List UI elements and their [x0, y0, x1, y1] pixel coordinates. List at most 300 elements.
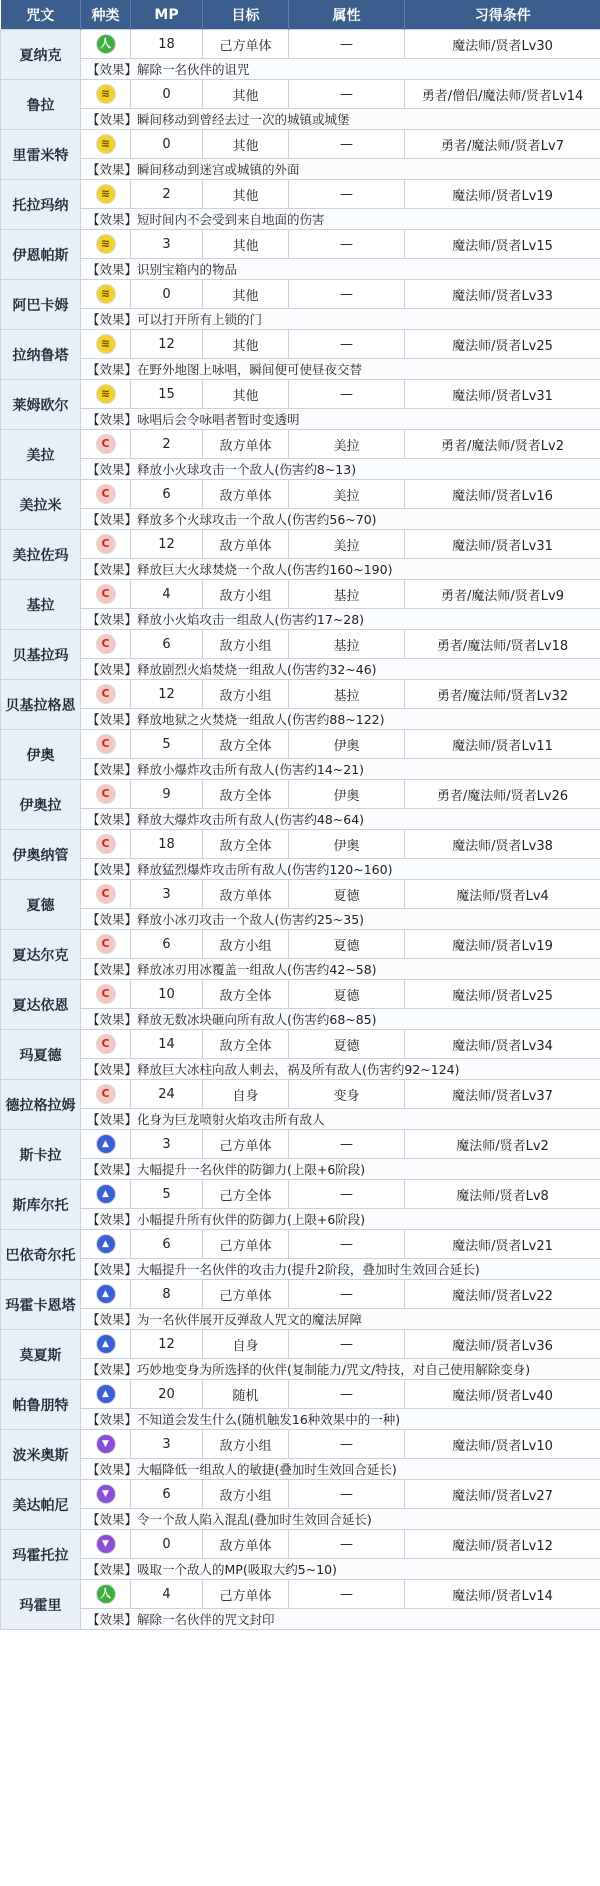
spell-effect-row	[1, 59, 600, 80]
spell-type-cell	[81, 80, 131, 109]
spell-effect: 【效果】释放地狱之火焚烧一组敌人(伤害约88~122)	[81, 709, 600, 730]
spell-mp: 12	[131, 330, 203, 359]
spell-target: 其他	[203, 280, 289, 309]
spell-name: 美拉	[1, 430, 81, 480]
spell-attribute: —	[289, 180, 405, 209]
spell-row	[1, 180, 600, 209]
spell-mp: 10	[131, 980, 203, 1009]
spell-target: 敌方小组	[203, 930, 289, 959]
spell-row	[1, 980, 600, 1009]
spell-mp: 12	[131, 680, 203, 709]
fire-icon	[97, 985, 115, 1003]
header-learn-condition: 习得条件	[405, 0, 600, 30]
spell-attribute: 基拉	[289, 580, 405, 609]
spell-effect: 【效果】化身为巨龙喷射火焰攻击所有敌人	[81, 1109, 600, 1130]
spell-mp: 12	[131, 1330, 203, 1359]
spell-target: 己方单体	[203, 1130, 289, 1159]
spell-effect: 【效果】瞬间移动到曾经去过一次的城镇或城堡	[81, 109, 600, 130]
spell-effect: 【效果】瞬间移动到迷宫或城镇的外面	[81, 159, 600, 180]
spell-name: 夏达尔克	[1, 930, 81, 980]
spell-target: 敌方单体	[203, 530, 289, 559]
spell-name: 斯库尔托	[1, 1180, 81, 1230]
spell-learn-condition: 魔法师/贤者Lv27	[405, 1480, 600, 1509]
buff-icon	[97, 1135, 115, 1153]
spell-type-cell	[81, 530, 131, 559]
spell-target: 己方单体	[203, 1280, 289, 1309]
spell-effect-row	[1, 909, 600, 930]
spell-mp: 12	[131, 530, 203, 559]
spell-row	[1, 130, 600, 159]
spell-attribute: 夏德	[289, 880, 405, 909]
spell-attribute: —	[289, 1530, 405, 1559]
spell-effect-row	[1, 109, 600, 130]
move-icon	[97, 385, 115, 403]
spell-name: 美拉佐玛	[1, 530, 81, 580]
spell-target: 己方单体	[203, 1230, 289, 1259]
spell-learn-condition: 魔法师/贤者Lv33	[405, 280, 600, 309]
fire-icon	[97, 635, 115, 653]
spell-row	[1, 930, 600, 959]
spell-effect-row	[1, 209, 600, 230]
spell-attribute: —	[289, 280, 405, 309]
spell-effect: 【效果】释放大爆炸攻击所有敌人(伤害约48~64)	[81, 809, 600, 830]
spell-name: 玛夏德	[1, 1030, 81, 1080]
spell-mp: 3	[131, 880, 203, 909]
spell-name: 夏德	[1, 880, 81, 930]
spell-name: 里雷米特	[1, 130, 81, 180]
spell-effect-row	[1, 409, 600, 430]
buff-icon	[97, 1185, 115, 1203]
spell-row	[1, 1430, 600, 1459]
spell-effect: 【效果】巧妙地变身为所选择的伙伴(复制能力/咒文/特技，对自己使用解除变身)	[81, 1359, 600, 1380]
fire-icon	[97, 835, 115, 853]
spell-effect-row	[1, 509, 600, 530]
spell-attribute: —	[289, 230, 405, 259]
spell-row	[1, 330, 600, 359]
spell-name: 美达帕尼	[1, 1480, 81, 1530]
spell-row	[1, 1230, 600, 1259]
spell-target: 敌方单体	[203, 1530, 289, 1559]
spell-type-cell	[81, 1230, 131, 1259]
spell-mp: 6	[131, 480, 203, 509]
spell-type-cell	[81, 430, 131, 459]
spell-target: 己方单体	[203, 30, 289, 59]
spell-effect: 【效果】释放小爆炸攻击所有敌人(伤害约14~21)	[81, 759, 600, 780]
spell-mp: 24	[131, 1080, 203, 1109]
spell-mp: 14	[131, 1030, 203, 1059]
spell-type-cell	[81, 1480, 131, 1509]
spell-effect-row	[1, 1509, 600, 1530]
spell-type-cell	[81, 1580, 131, 1609]
move-icon	[97, 335, 115, 353]
spell-name: 玛霍里	[1, 1580, 81, 1630]
spell-effect-row	[1, 359, 600, 380]
buff-icon	[97, 1285, 115, 1303]
fire-icon	[97, 735, 115, 753]
spell-type-cell	[81, 980, 131, 1009]
spell-target: 己方全体	[203, 1180, 289, 1209]
spell-learn-condition: 魔法师/贤者Lv15	[405, 230, 600, 259]
spell-row	[1, 30, 600, 59]
spell-row	[1, 430, 600, 459]
spell-target: 敌方小组	[203, 680, 289, 709]
spell-mp: 5	[131, 1180, 203, 1209]
spell-target: 敌方小组	[203, 1430, 289, 1459]
spell-target: 敌方单体	[203, 880, 289, 909]
spell-attribute: —	[289, 80, 405, 109]
spell-type-cell	[81, 380, 131, 409]
spell-type-cell	[81, 780, 131, 809]
spell-learn-condition: 魔法师/贤者Lv25	[405, 330, 600, 359]
spell-name: 帕鲁朋特	[1, 1380, 81, 1430]
spell-target: 敌方全体	[203, 730, 289, 759]
spell-mp: 18	[131, 30, 203, 59]
spell-attribute: —	[289, 1180, 405, 1209]
spell-effect-row	[1, 559, 600, 580]
spell-attribute: 夏德	[289, 1030, 405, 1059]
spell-attribute: —	[289, 1280, 405, 1309]
spell-attribute: —	[289, 330, 405, 359]
spell-target: 己方单体	[203, 1580, 289, 1609]
spell-target: 随机	[203, 1380, 289, 1409]
spell-target: 自身	[203, 1330, 289, 1359]
spell-effect-row	[1, 1609, 600, 1630]
spell-name: 德拉格拉姆	[1, 1080, 81, 1130]
spell-effect: 【效果】识别宝箱内的物品	[81, 259, 600, 280]
spell-name: 玛霍卡恩塔	[1, 1280, 81, 1330]
spell-row	[1, 480, 600, 509]
spell-attribute: 伊奥	[289, 780, 405, 809]
fire-icon	[97, 685, 115, 703]
spell-effect-row	[1, 759, 600, 780]
spell-row	[1, 580, 600, 609]
spell-name: 伊恩帕斯	[1, 230, 81, 280]
spell-effect-row	[1, 159, 600, 180]
spell-type-cell	[81, 1080, 131, 1109]
spell-target: 敌方全体	[203, 780, 289, 809]
spell-name: 夏纳克	[1, 30, 81, 80]
spell-effect: 【效果】释放小火焰攻击一组敌人(伤害约17~28)	[81, 609, 600, 630]
spell-name: 贝基拉玛	[1, 630, 81, 680]
spell-learn-condition: 魔法师/贤者Lv22	[405, 1280, 600, 1309]
fire-icon	[97, 585, 115, 603]
spell-effect-row	[1, 959, 600, 980]
spell-effect-row	[1, 1359, 600, 1380]
spell-learn-condition: 魔法师/贤者Lv19	[405, 180, 600, 209]
spell-effect-row	[1, 1059, 600, 1080]
move-icon	[97, 135, 115, 153]
spell-learn-condition: 魔法师/贤者Lv14	[405, 1580, 600, 1609]
spell-effect: 【效果】释放冰刃用冰覆盖一组敌人(伤害约42~58)	[81, 959, 600, 980]
spell-effect: 【效果】令一个敌人陷入混乱(叠加时生效回合延长)	[81, 1509, 600, 1530]
spell-row	[1, 1280, 600, 1309]
spell-name: 莱姆欧尔	[1, 380, 81, 430]
spell-mp: 3	[131, 1130, 203, 1159]
header-mp: MP	[131, 0, 203, 30]
spell-row	[1, 530, 600, 559]
spell-type-cell	[81, 730, 131, 759]
spell-row	[1, 830, 600, 859]
spell-type-cell	[81, 1380, 131, 1409]
spell-target: 敌方小组	[203, 580, 289, 609]
spell-effect: 【效果】在野外地图上咏唱，瞬间便可使昼夜交替	[81, 359, 600, 380]
spell-effect: 【效果】短时间内不会受到来自地面的伤害	[81, 209, 600, 230]
spell-mp: 6	[131, 1480, 203, 1509]
spell-mp: 0	[131, 1530, 203, 1559]
spell-mp: 15	[131, 380, 203, 409]
spell-name: 斯卡拉	[1, 1130, 81, 1180]
heal-icon	[97, 35, 115, 53]
spell-attribute: —	[289, 130, 405, 159]
spell-row	[1, 780, 600, 809]
spell-type-cell	[81, 180, 131, 209]
move-icon	[97, 85, 115, 103]
spell-row	[1, 1480, 600, 1509]
spell-row	[1, 230, 600, 259]
spell-row	[1, 1130, 600, 1159]
move-icon	[97, 235, 115, 253]
spell-name: 美拉米	[1, 480, 81, 530]
buff-icon	[97, 1235, 115, 1253]
spell-name: 伊奥纳管	[1, 830, 81, 880]
spell-attribute: —	[289, 380, 405, 409]
spell-learn-condition: 魔法师/贤者Lv21	[405, 1230, 600, 1259]
spell-effect: 【效果】大幅降低一组敌人的敏捷(叠加时生效回合延长)	[81, 1459, 600, 1480]
spell-learn-condition: 魔法师/贤者Lv8	[405, 1180, 600, 1209]
spell-attribute: 变身	[289, 1080, 405, 1109]
debuff-icon	[97, 1535, 115, 1553]
spell-effect-row	[1, 1459, 600, 1480]
spell-row	[1, 630, 600, 659]
spell-target: 其他	[203, 380, 289, 409]
spell-learn-condition: 勇者/魔法师/贤者Lv2	[405, 430, 600, 459]
spell-target: 其他	[203, 130, 289, 159]
spell-type-cell	[81, 930, 131, 959]
spell-effect: 【效果】可以打开所有上锁的门	[81, 309, 600, 330]
spell-learn-condition: 勇者/魔法师/贤者Lv32	[405, 680, 600, 709]
spell-effect: 【效果】释放无数冰块砸向所有敌人(伤害约68~85)	[81, 1009, 600, 1030]
spell-learn-condition: 魔法师/贤者Lv2	[405, 1130, 600, 1159]
spell-name: 夏达依恩	[1, 980, 81, 1030]
spell-name: 基拉	[1, 580, 81, 630]
fire-icon	[97, 785, 115, 803]
spell-mp: 0	[131, 130, 203, 159]
spell-effect-row	[1, 259, 600, 280]
spell-mp: 6	[131, 630, 203, 659]
spell-mp: 5	[131, 730, 203, 759]
spell-name: 鲁拉	[1, 80, 81, 130]
spell-list	[1, 30, 600, 1630]
spell-effect-row	[1, 709, 600, 730]
spell-type-cell	[81, 1330, 131, 1359]
spell-learn-condition: 魔法师/贤者Lv11	[405, 730, 600, 759]
spell-mp: 8	[131, 1280, 203, 1309]
spell-type-cell	[81, 480, 131, 509]
move-icon	[97, 185, 115, 203]
spell-learn-condition: 勇者/僧侣/魔法师/贤者Lv14	[405, 80, 600, 109]
header-attribute: 属性	[289, 0, 405, 30]
spell-learn-condition: 魔法师/贤者Lv10	[405, 1430, 600, 1459]
spell-effect: 【效果】解除一名伙伴的咒文封印	[81, 1609, 600, 1630]
header-type: 种类	[81, 0, 131, 30]
spell-effect-row	[1, 309, 600, 330]
spell-type-cell	[81, 1280, 131, 1309]
spell-learn-condition: 魔法师/贤者Lv34	[405, 1030, 600, 1059]
spell-target: 敌方小组	[203, 630, 289, 659]
spell-mp: 4	[131, 1580, 203, 1609]
spell-learn-condition: 魔法师/贤者Lv40	[405, 1380, 600, 1409]
spell-effect: 【效果】为一名伙伴展开反弹敌人咒文的魔法屏障	[81, 1309, 600, 1330]
spell-effect: 【效果】释放巨大火球焚烧一个敌人(伤害约160~190)	[81, 559, 600, 580]
spell-attribute: —	[289, 1380, 405, 1409]
spell-target: 其他	[203, 180, 289, 209]
spell-mp: 4	[131, 580, 203, 609]
spell-target: 其他	[203, 330, 289, 359]
header-target: 目标	[203, 0, 289, 30]
spell-attribute: 基拉	[289, 630, 405, 659]
spell-type-cell	[81, 830, 131, 859]
spell-attribute: 美拉	[289, 480, 405, 509]
spell-learn-condition: 魔法师/贤者Lv38	[405, 830, 600, 859]
spell-learn-condition: 魔法师/贤者Lv12	[405, 1530, 600, 1559]
spell-learn-condition: 勇者/魔法师/贤者Lv18	[405, 630, 600, 659]
spell-effect-row	[1, 609, 600, 630]
spell-learn-condition: 勇者/魔法师/贤者Lv26	[405, 780, 600, 809]
spell-type-cell	[81, 580, 131, 609]
spell-type-cell	[81, 330, 131, 359]
spell-mp: 20	[131, 1380, 203, 1409]
spell-type-cell	[81, 1430, 131, 1459]
spell-name: 波米奥斯	[1, 1430, 81, 1480]
spell-type-cell	[81, 630, 131, 659]
spell-learn-condition: 魔法师/贤者Lv30	[405, 30, 600, 59]
spell-effect: 【效果】小幅提升所有伙伴的防御力(上限+6阶段)	[81, 1209, 600, 1230]
spell-name: 阿巴卡姆	[1, 280, 81, 330]
spell-effect: 【效果】不知道会发生什么(随机触发16种效果中的一种)	[81, 1409, 600, 1430]
spell-target: 其他	[203, 230, 289, 259]
spell-effect-row	[1, 859, 600, 880]
spell-name: 巴依奇尔托	[1, 1230, 81, 1280]
spell-mp: 6	[131, 930, 203, 959]
spell-effect: 【效果】解除一名伙伴的诅咒	[81, 59, 600, 80]
spell-type-cell	[81, 1130, 131, 1159]
spell-type-cell	[81, 30, 131, 59]
debuff-icon	[97, 1435, 115, 1453]
debuff-icon	[97, 1485, 115, 1503]
spell-learn-condition: 魔法师/贤者Lv31	[405, 380, 600, 409]
fire-icon	[97, 535, 115, 553]
spell-row	[1, 1180, 600, 1209]
spell-effect: 【效果】释放小冰刃攻击一个敌人(伤害约25~35)	[81, 909, 600, 930]
spell-attribute: —	[289, 30, 405, 59]
spell-mp: 6	[131, 1230, 203, 1259]
spell-attribute: 伊奥	[289, 830, 405, 859]
spell-attribute: 美拉	[289, 430, 405, 459]
spell-mp: 0	[131, 280, 203, 309]
spell-effect: 【效果】释放小火球攻击一个敌人(伤害约8~13)	[81, 459, 600, 480]
spell-name: 贝基拉格恩	[1, 680, 81, 730]
spell-effect-row	[1, 1009, 600, 1030]
spell-learn-condition: 魔法师/贤者Lv4	[405, 880, 600, 909]
move-icon	[97, 285, 115, 303]
spell-type-cell	[81, 880, 131, 909]
spell-row	[1, 1030, 600, 1059]
spell-attribute: —	[289, 1480, 405, 1509]
spell-learn-condition: 勇者/魔法师/贤者Lv7	[405, 130, 600, 159]
spell-mp: 9	[131, 780, 203, 809]
spell-row	[1, 1380, 600, 1409]
spell-effect-row	[1, 809, 600, 830]
spell-effect-row	[1, 1159, 600, 1180]
spell-name: 莫夏斯	[1, 1330, 81, 1380]
spell-effect: 【效果】释放剧烈火焰焚烧一组敌人(伤害约32~46)	[81, 659, 600, 680]
fire-icon	[97, 435, 115, 453]
spell-target: 敌方全体	[203, 980, 289, 1009]
spell-attribute: 美拉	[289, 530, 405, 559]
spell-row	[1, 380, 600, 409]
spell-effect: 【效果】大幅提升一名伙伴的防御力(上限+6阶段)	[81, 1159, 600, 1180]
spell-learn-condition: 魔法师/贤者Lv37	[405, 1080, 600, 1109]
spell-type-cell	[81, 230, 131, 259]
fire-icon	[97, 885, 115, 903]
spell-target: 敌方全体	[203, 830, 289, 859]
spell-row	[1, 1530, 600, 1559]
spell-name: 玛霍托拉	[1, 1530, 81, 1580]
spell-attribute: —	[289, 1430, 405, 1459]
spell-attribute: 夏德	[289, 930, 405, 959]
spell-effect-row	[1, 1259, 600, 1280]
spell-effect-row	[1, 659, 600, 680]
spell-name: 托拉玛纳	[1, 180, 81, 230]
spell-target: 敌方单体	[203, 430, 289, 459]
spell-effect-row	[1, 1109, 600, 1130]
spell-row	[1, 1080, 600, 1109]
spell-mp: 2	[131, 430, 203, 459]
fire-icon	[97, 485, 115, 503]
spell-learn-condition: 勇者/魔法师/贤者Lv9	[405, 580, 600, 609]
spell-effect-row	[1, 1209, 600, 1230]
spell-type-cell	[81, 1530, 131, 1559]
spell-row	[1, 80, 600, 109]
spell-name: 拉纳鲁塔	[1, 330, 81, 380]
spell-learn-condition: 魔法师/贤者Lv16	[405, 480, 600, 509]
spell-target: 敌方小组	[203, 1480, 289, 1509]
spell-name: 伊奥	[1, 730, 81, 780]
spell-attribute: —	[289, 1580, 405, 1609]
spell-effect-row	[1, 1409, 600, 1430]
spell-attribute: 夏德	[289, 980, 405, 1009]
spell-effect-row	[1, 459, 600, 480]
spell-type-cell	[81, 130, 131, 159]
spell-row	[1, 280, 600, 309]
spell-effect: 【效果】释放猛烈爆炸攻击所有敌人(伤害约120~160)	[81, 859, 600, 880]
spell-attribute: —	[289, 1130, 405, 1159]
spell-type-cell	[81, 280, 131, 309]
spell-attribute: 伊奥	[289, 730, 405, 759]
spell-row	[1, 730, 600, 759]
spell-name: 伊奥拉	[1, 780, 81, 830]
buff-icon	[97, 1385, 115, 1403]
spell-type-cell	[81, 680, 131, 709]
fire-icon	[97, 935, 115, 953]
spell-effect-row	[1, 1559, 600, 1580]
spell-row	[1, 680, 600, 709]
spell-target: 敌方全体	[203, 1030, 289, 1059]
spell-effect: 【效果】吸取一个敌人的MP(吸取大约5~10)	[81, 1559, 600, 1580]
spell-mp: 3	[131, 1430, 203, 1459]
fire-icon	[97, 1085, 115, 1103]
spell-row	[1, 880, 600, 909]
